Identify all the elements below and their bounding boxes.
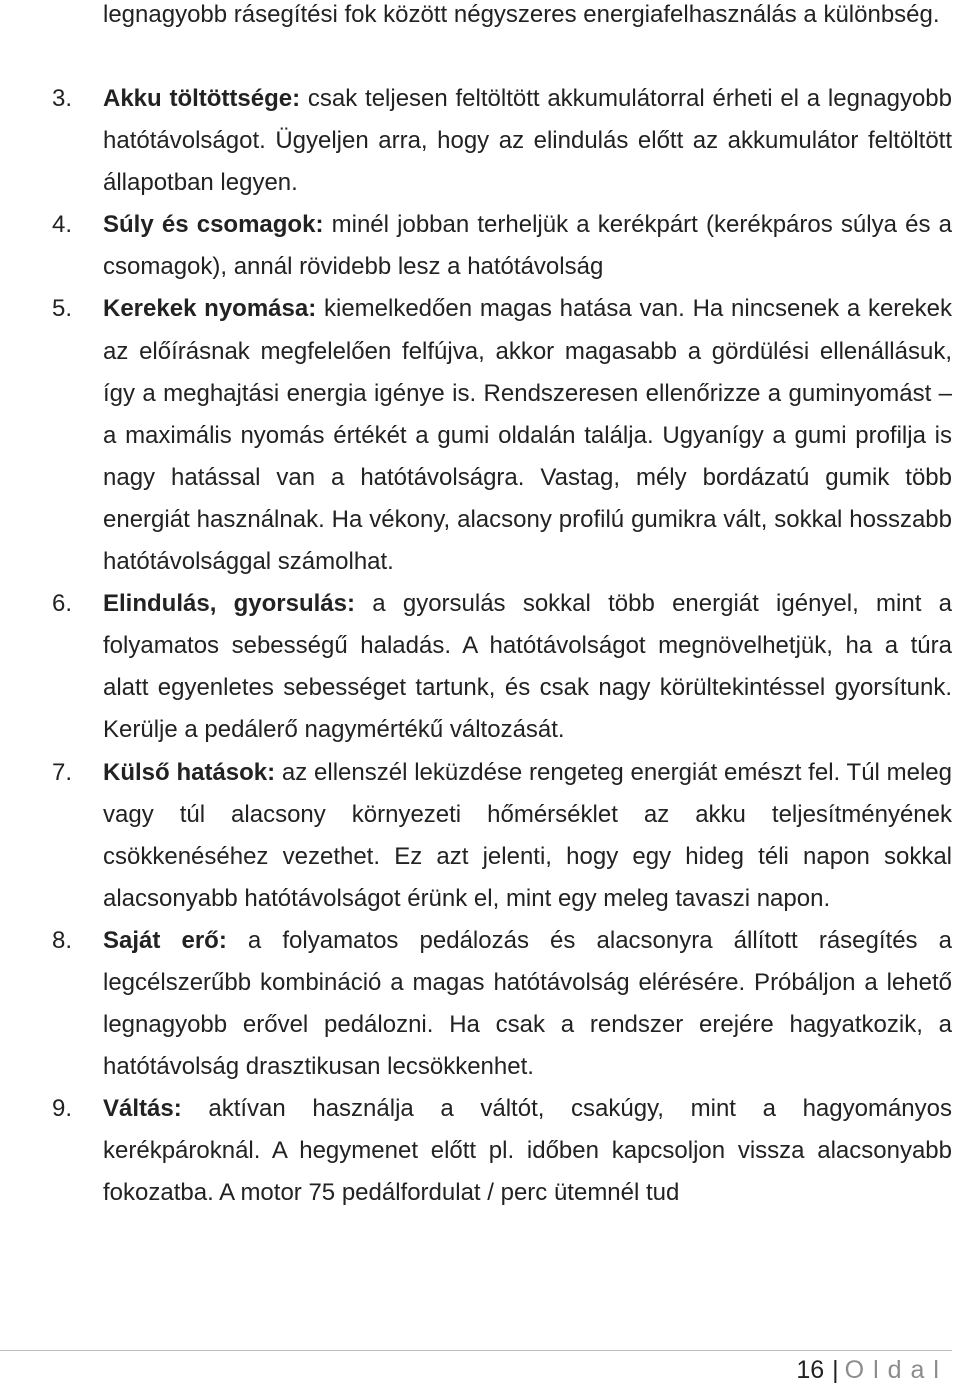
list-item: [0, 78, 952, 204]
list-item-text: a folyamatos pedálozás és alacsonyra állított rásegítés a legcélszerűbb kombináció a magas hatótávolság elérésére. Próbáljon a lehető legnagyobb erővel pedálozni. Ha csak a rendszer erejére hagyatkozik, a hatótávolság drasztikusan lecsökkenhet.: [103, 926, 952, 1081]
list-item-number: 8.: [52, 926, 73, 954]
list-item-text: kiemelkedően magas hatása van. Ha nincsenek a kerekek az előírásnak megfelelően felfújva, akkor magasabb a gördülési ellenállásuk, így a meghajtási energia igénye is. Rendszeresen ellenőrizze a guminyomást – a maximális nyomás értékét a gumi oldalán találja. Ugyanígy a gumi profilja is nagy hatással van a hatótávolságra. Vastag, mély bordázatú gumik több energiát használnak. Ha vékony, alacsony profilú gumikra vált, sokkal hosszabb hatótávolsággal számolhat.: [103, 295, 952, 576]
list-item-text: aktívan használja a váltót, csakúgy, mint a hagyományos kerékpároknál. A hegymenet előtt pl. időben kapcsoljon vissza alacsonyabb fokozatba. A motor 75 pedálfordulat / perc ütemnél tud: [103, 1095, 952, 1207]
list-item-text: csak teljesen feltöltött akkumulátorral érheti el a legnagyobb hatótávolságot. Ügyeljen arra, hogy az elindulás előtt az akkumulátor feltöltött állapotban legyen.: [103, 85, 953, 197]
footer-divider: [0, 1350, 952, 1351]
list-item-number: 5.: [52, 295, 73, 323]
footer-separator: |: [832, 1356, 839, 1384]
list-item: [0, 204, 952, 288]
list-item-number: 3.: [52, 85, 73, 112]
list-item-term: Saját erő:: [103, 926, 227, 954]
list-item: [0, 1088, 952, 1214]
list-item-text: az ellenszél leküzdése rengeteg energiát emészt fel. Túl meleg vagy túl alacsony környezeti hőmérséklet az akku teljesítményének csökkenéséhez vezethet. Ez azt jelenti, hogy egy hideg téli napon sokkal alacsonyabb hatótávolságot érünk el, mint egy meleg tavaszi napon.: [103, 758, 953, 912]
page-number: 16: [796, 1356, 825, 1384]
list-item-text: minél jobban terheljük a kerékpárt (kerékpáros súlya és a csomagok), annál rövidebb lesz a hatótávolság: [103, 211, 952, 281]
list-item-number: 7.: [52, 758, 73, 786]
list-item: [0, 752, 952, 920]
list-item-term: Külső hatások:: [103, 758, 276, 786]
list-item-number: 9.: [52, 1095, 73, 1123]
list-item: [0, 920, 952, 1088]
numbered-list: [0, 78, 952, 1215]
list-item-number: 6.: [52, 590, 73, 618]
continued-paragraph: legnagyobb rásegítési fok között négyszeres energiafelhasználás a különbség.: [103, 1, 940, 28]
list-item-text: a gyorsulás sokkal több energiát igényel, mint a folyamatos sebességű haladás. A hatótávolságot megnövelhetjük, ha a túra alatt egyenletes sebességet tartunk, és csak nagy körültekintéssel gyorsítunk. Kerülje a pedálerő nagymértékű változását.: [103, 590, 952, 744]
list-item-term: Elindulás, gyorsulás:: [103, 590, 355, 618]
list-item-number: 4.: [52, 211, 73, 239]
list-item: [0, 288, 952, 583]
list-item-term: Akku töltöttsége:: [103, 85, 301, 112]
page-label: Oldal: [844, 1356, 948, 1384]
list-item-term: Váltás:: [103, 1095, 182, 1123]
list-item-term: Kerekek nyomása:: [103, 295, 317, 323]
list-item: [0, 583, 952, 751]
list-item-term: Súly és csomagok:: [103, 211, 324, 239]
page-footer: [796, 1352, 948, 1388]
